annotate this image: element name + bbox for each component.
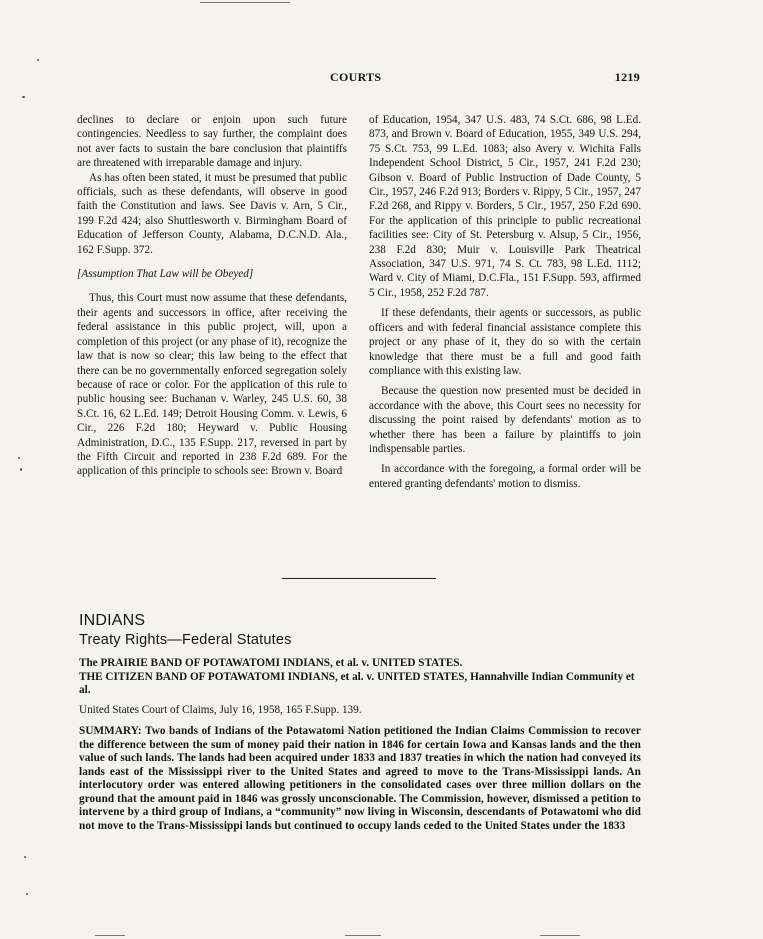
left-paragraph-1: declines to declare or enjoin upon such future contingencies. Needless to say further, the complaint does not aver facts to sustain the bare conclusion that plaintiffs are threatened with irreparable damage and injury. [77, 114, 347, 170]
court-citation: United States Court of Claims, July 16, 1958, 165 F.Supp. 139. [79, 704, 362, 716]
case-caption [79, 657, 641, 698]
right-column [369, 113, 641, 491]
right-paragraph-3: Because the question now presented must be decided in accordance with the above, this Court sees no necessity for discussing the point raised by defendants' motion as to whether there has been a failure by plaintiffs to join indispensable parties. [369, 385, 641, 455]
right-paragraph-2: If these defendants, their agents or successors, as public officers and with federal financial assistance complete this project or any phase of it, they do so with the certain knowledge that there must be a full and good faith compliance with this existing law. [369, 307, 641, 377]
scan-edge-mark [345, 935, 381, 936]
section-divider [282, 578, 436, 579]
summary-paragraph [79, 725, 641, 833]
summary-text: Two bands of Indians of the Potawatomi Nation petitioned the Indian Claims Commission to recover the difference between the sum of money paid their nation in 1846 for certain Iowa and Kansas lands and the then value of such lands. The lands had been acquired under 1833 and 1837 treaties in which the nation had conveyed its lands east of the Mississippi river to the United States and agreed to move to the Trans-Mississippi lands. An interlocutory order was entered allowing petitioners in the consolidated cases over three million dollars on the ground that the amount paid in 1846 was grossly unconscionable. The Commission, however, dismissed a petition to intervene by a third group of Indians, a “community” now living in Wisconsin, descendants of Potawatomi who did not move to the Trans-Mississippi lands but continued to occupy lands ceded to the United States under the 1833 [79, 725, 641, 832]
case-line-1: The PRAIRIE BAND OF POTAWATOMI INDIANS, et al. v. UNITED STATES. [79, 657, 463, 669]
scan-speck [18, 457, 20, 459]
scan-edge-mark [95, 935, 125, 936]
right-paragraph-1: of Education, 1954, 347 U.S. 483, 74 S.Ct. 686, 98 L.Ed. 873, and Brown v. Board of Education, 1955, 349 U.S. 294, 75 S.Ct. 753, 99 L.Ed. 1083; also Avery v. Wichita Falls Independent School District, 5 Cir., 1957, 241 F.2d 230; Gibson v. Board of Public Instruction of Dade County, 5 Cir., 1957, 246 F.2d 913; Borders v. Rippy, 5 Cir., 1957, 247 F.2d 268, and Rippy v. Borders, 5 Cir., 1957, 250 F.2d 690. For the application of this principle to public recreational facilities see: City of St. Petersburg v. Alsup, 5 Cir., 1956, 238 F.2d 830; Muir v. Louisville Park Theatrical Association, 347 U.S. 971, 74 S. Ct. 783, 98 L.Ed. 1112; Ward v. City of Miami, D.C.Fla., 151 F.Supp. 593, affirmed 5 Cir., 1958, 252 F.2d 787. [369, 114, 641, 299]
left-paragraph-3: Thus, this Court must now assume that these defendants, their agents and successors in office, after receiving the federal assistance in this public project, will, upon a completion of this project (or any phase of it), recognize the law that is now so clear; this law being to the effect that there can be no governmentally enforced segregation solely because of race or color. For the application of this rule to public housing see: Buchanan v. Warley, 245 U.S. 60, 38 S.Ct. 16, 62 L.Ed. 149; Detroit Housing Comm. v. Lewis, 6 Cir., 226 F.2d 180; Heyward v. Public Housing Administration, D.C., 135 F.Supp. 217, reversed in part by the Fifth Circuit and reported in 238 F.2d 689. For the application of this principle to schools see: Brown v. Board [77, 292, 347, 478]
section-subtitle: Treaty Rights—Federal Statutes [79, 632, 292, 648]
left-column [77, 113, 347, 479]
section-title: INDIANS [79, 612, 146, 629]
scan-speck [24, 856, 26, 858]
running-head-title: COURTS [330, 70, 382, 84]
scan-speck [26, 893, 28, 895]
scan-speck [20, 468, 22, 471]
case-line-2: THE CITIZEN BAND OF POTAWATOMI INDIANS, et al. v. UNITED STATES, Hannahville Indian Community et al. [79, 670, 635, 697]
summary-label: SUMMARY: [79, 725, 142, 737]
scan-speck [22, 96, 25, 98]
running-head [78, 70, 640, 86]
scan-speck [37, 59, 39, 61]
section-subheading: [Assumption That Law will be Obeyed] [77, 268, 254, 281]
page-number: 1219 [614, 70, 640, 84]
scan-edge-mark [540, 935, 580, 936]
left-paragraph-2: As has often been stated, it must be presumed that public officials, such as these defendants, will observe in good faith the Constitution and laws. See Davis v. Arn, 5 Cir., 199 F.2d 424; also Shuttlesworth v. Birmingham Board of Education of Jefferson County, Alabama, D.C.N.D. Ala., 162 F.Supp. 372. [77, 171, 347, 256]
scan-edge-mark [200, 2, 290, 3]
right-paragraph-4: In accordance with the foregoing, a formal order will be entered granting defendants' motion to dismiss. [369, 463, 641, 490]
